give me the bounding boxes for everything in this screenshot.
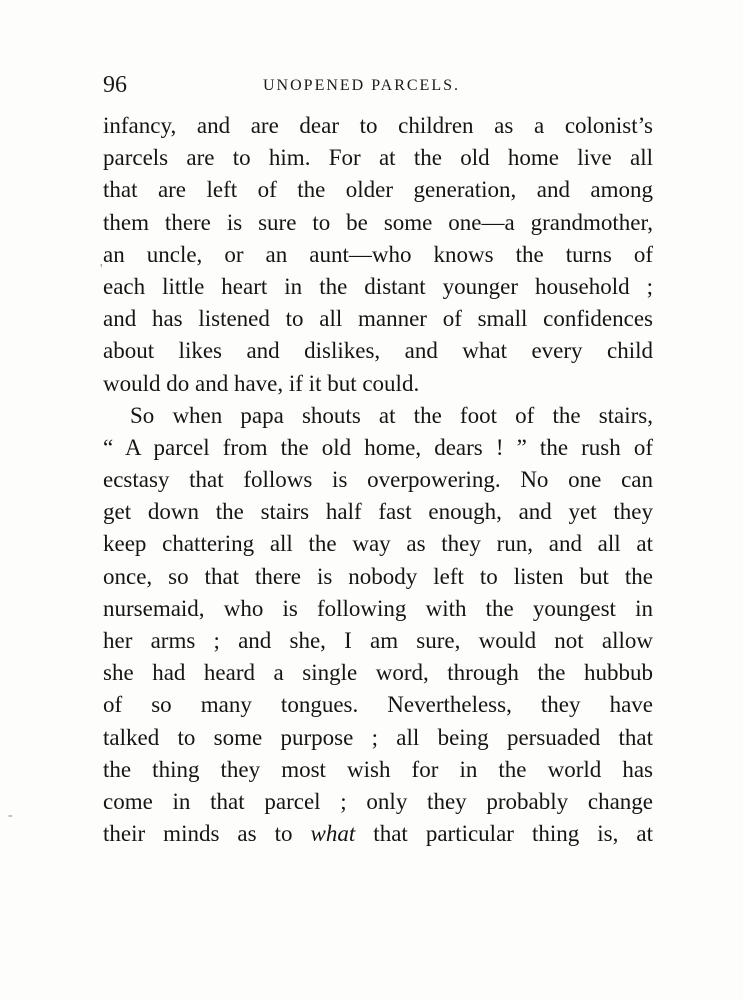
text-line: nursemaid, who is following with the youngest in bbox=[103, 595, 653, 621]
running-head: UNOPENED PARCELS. bbox=[263, 77, 460, 94]
margin-tick: - bbox=[8, 808, 13, 823]
text-line: parcels are to him. For at the old home live all bbox=[103, 145, 653, 171]
text-line: talked to some purpose ; all being persuaded that bbox=[103, 724, 653, 750]
text-line: the thing they most wish for in the world has bbox=[103, 756, 653, 782]
text-segment: their minds as to bbox=[103, 821, 311, 847]
text-line: and has listened to all manner of small confidences bbox=[103, 306, 653, 332]
italic-emphasis: what bbox=[310, 821, 356, 847]
text-line: each little heart in the distant younger household ; bbox=[103, 273, 653, 299]
page-header bbox=[103, 70, 653, 100]
text-line: once, so that there is nobody left to listen but the bbox=[103, 563, 653, 589]
text-line: an uncle, or an aunt—who knows the turns of bbox=[103, 241, 653, 267]
page-number: 96 bbox=[103, 72, 127, 98]
margin-speck: ' bbox=[100, 262, 103, 277]
text-line: ecstasy that follows is overpowering. No one can bbox=[103, 467, 653, 493]
text-line: that are left of the older generation, and among bbox=[103, 177, 653, 203]
text-line: infancy, and are dear to children as a colonist’s bbox=[103, 113, 653, 138]
text-line: get down the stairs half fast enough, and yet they bbox=[103, 499, 653, 525]
paragraph-end-line: would do and have, if it but could. bbox=[103, 370, 420, 396]
text-line: them there is sure to be some one—a grandmother, bbox=[103, 209, 653, 235]
body-text bbox=[103, 110, 653, 850]
text-line: come in that parcel ; only they probably change bbox=[103, 788, 653, 814]
text-segment: that particular thing is, at bbox=[355, 821, 653, 847]
text-line: her arms ; and she, I am sure, would not allow bbox=[103, 628, 653, 653]
text-line: “ A parcel from the old home, dears ! ” the rush of bbox=[103, 434, 653, 460]
text-line: she had heard a single word, through the hubbub bbox=[103, 660, 653, 686]
text-line-last bbox=[103, 818, 653, 850]
text-line: of so many tongues. Nevertheless, they have bbox=[103, 692, 653, 718]
text-line: keep chattering all the way as they run, and all at bbox=[103, 531, 653, 557]
text-line: about likes and dislikes, and what every child bbox=[103, 338, 653, 364]
paragraph-start-line: So when papa shouts at the foot of the stairs, bbox=[130, 402, 653, 428]
